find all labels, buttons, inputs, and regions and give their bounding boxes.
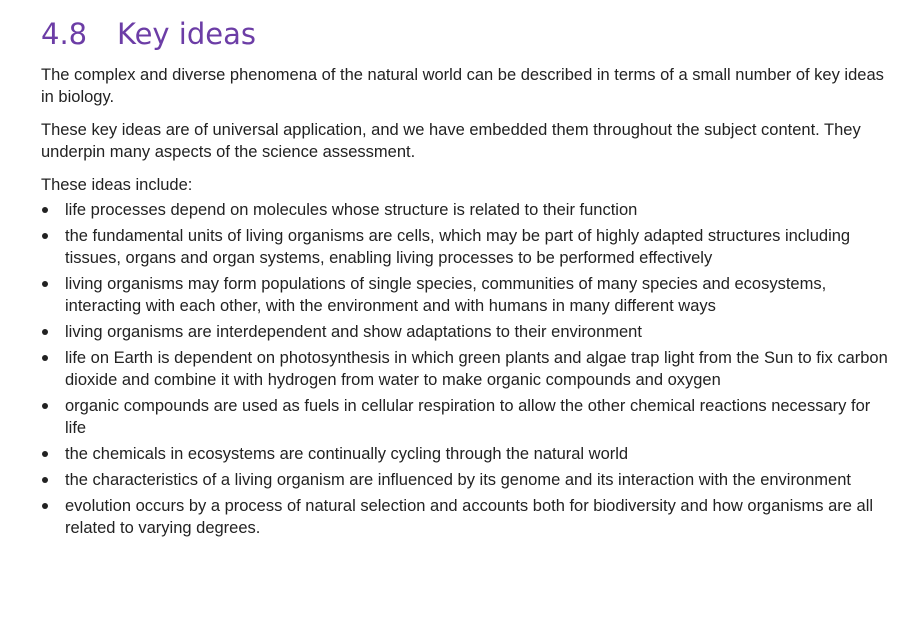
list-item [41, 469, 891, 491]
list-item-text: life processes depend on molecules whose structure is related to their function [65, 201, 638, 219]
list-item [41, 273, 891, 317]
list-intro: These ideas include: [41, 176, 193, 194]
list-item-text: living organisms are interdependent and show adaptations to their environment [65, 323, 642, 341]
list-item-text: organic compounds are used as fuels in cellular respiration to allow the other chemical reactions necessary for life [65, 397, 871, 437]
list-item-text: evolution occurs by a process of natural selection and accounts both for biodiversity and how organisms are all related to varying degrees. [65, 497, 874, 537]
list-item-text: the characteristics of a living organism are influenced by its genome and its interaction with the environment [65, 471, 851, 489]
list-item [41, 443, 891, 465]
list-item [41, 321, 891, 343]
bullet-icon [42, 477, 48, 483]
list-item [41, 495, 891, 539]
key-ideas-list [41, 199, 891, 539]
bullet-icon [42, 207, 48, 213]
list-item [41, 347, 891, 391]
list-item-text: the chemicals in ecosystems are continually cycling through the natural world [65, 445, 629, 463]
list-item [41, 395, 891, 439]
bullet-icon [42, 451, 48, 457]
list-item-text: life on Earth is dependent on photosynthesis in which green plants and algae trap light from the Sun to fix carbon dioxide and combine it with hydrogen from water to make organic compounds and oxygen [65, 349, 888, 389]
list-item [41, 225, 891, 269]
bullet-icon [42, 503, 48, 509]
application-paragraph: These key ideas are of universal application, and we have embedded them throughout the subject content. They underpin many aspects of the science assessment. [41, 121, 861, 161]
list-item-text: the fundamental units of living organisms are cells, which may be part of highly adapted structures including tissues, organs and organ systems, enabling living processes to be performed effectively [65, 227, 851, 267]
bullet-icon [42, 281, 48, 287]
section-heading [41, 14, 891, 54]
list-item-text: living organisms may form populations of single species, communities of many species and ecosystems, interacting with each other, with the environment and with humans in many different ways [65, 275, 827, 315]
bullet-icon [42, 329, 48, 335]
section-title: Key ideas [117, 17, 256, 51]
intro-paragraph: The complex and diverse phenomena of the natural world can be described in terms of a small number of key ideas in biology. [41, 66, 884, 106]
bullet-icon [42, 403, 48, 409]
section-number: 4.8 [41, 17, 88, 51]
bullet-icon [42, 233, 48, 239]
document-page [41, 14, 891, 543]
list-item [41, 199, 891, 221]
bullet-icon [42, 355, 48, 361]
